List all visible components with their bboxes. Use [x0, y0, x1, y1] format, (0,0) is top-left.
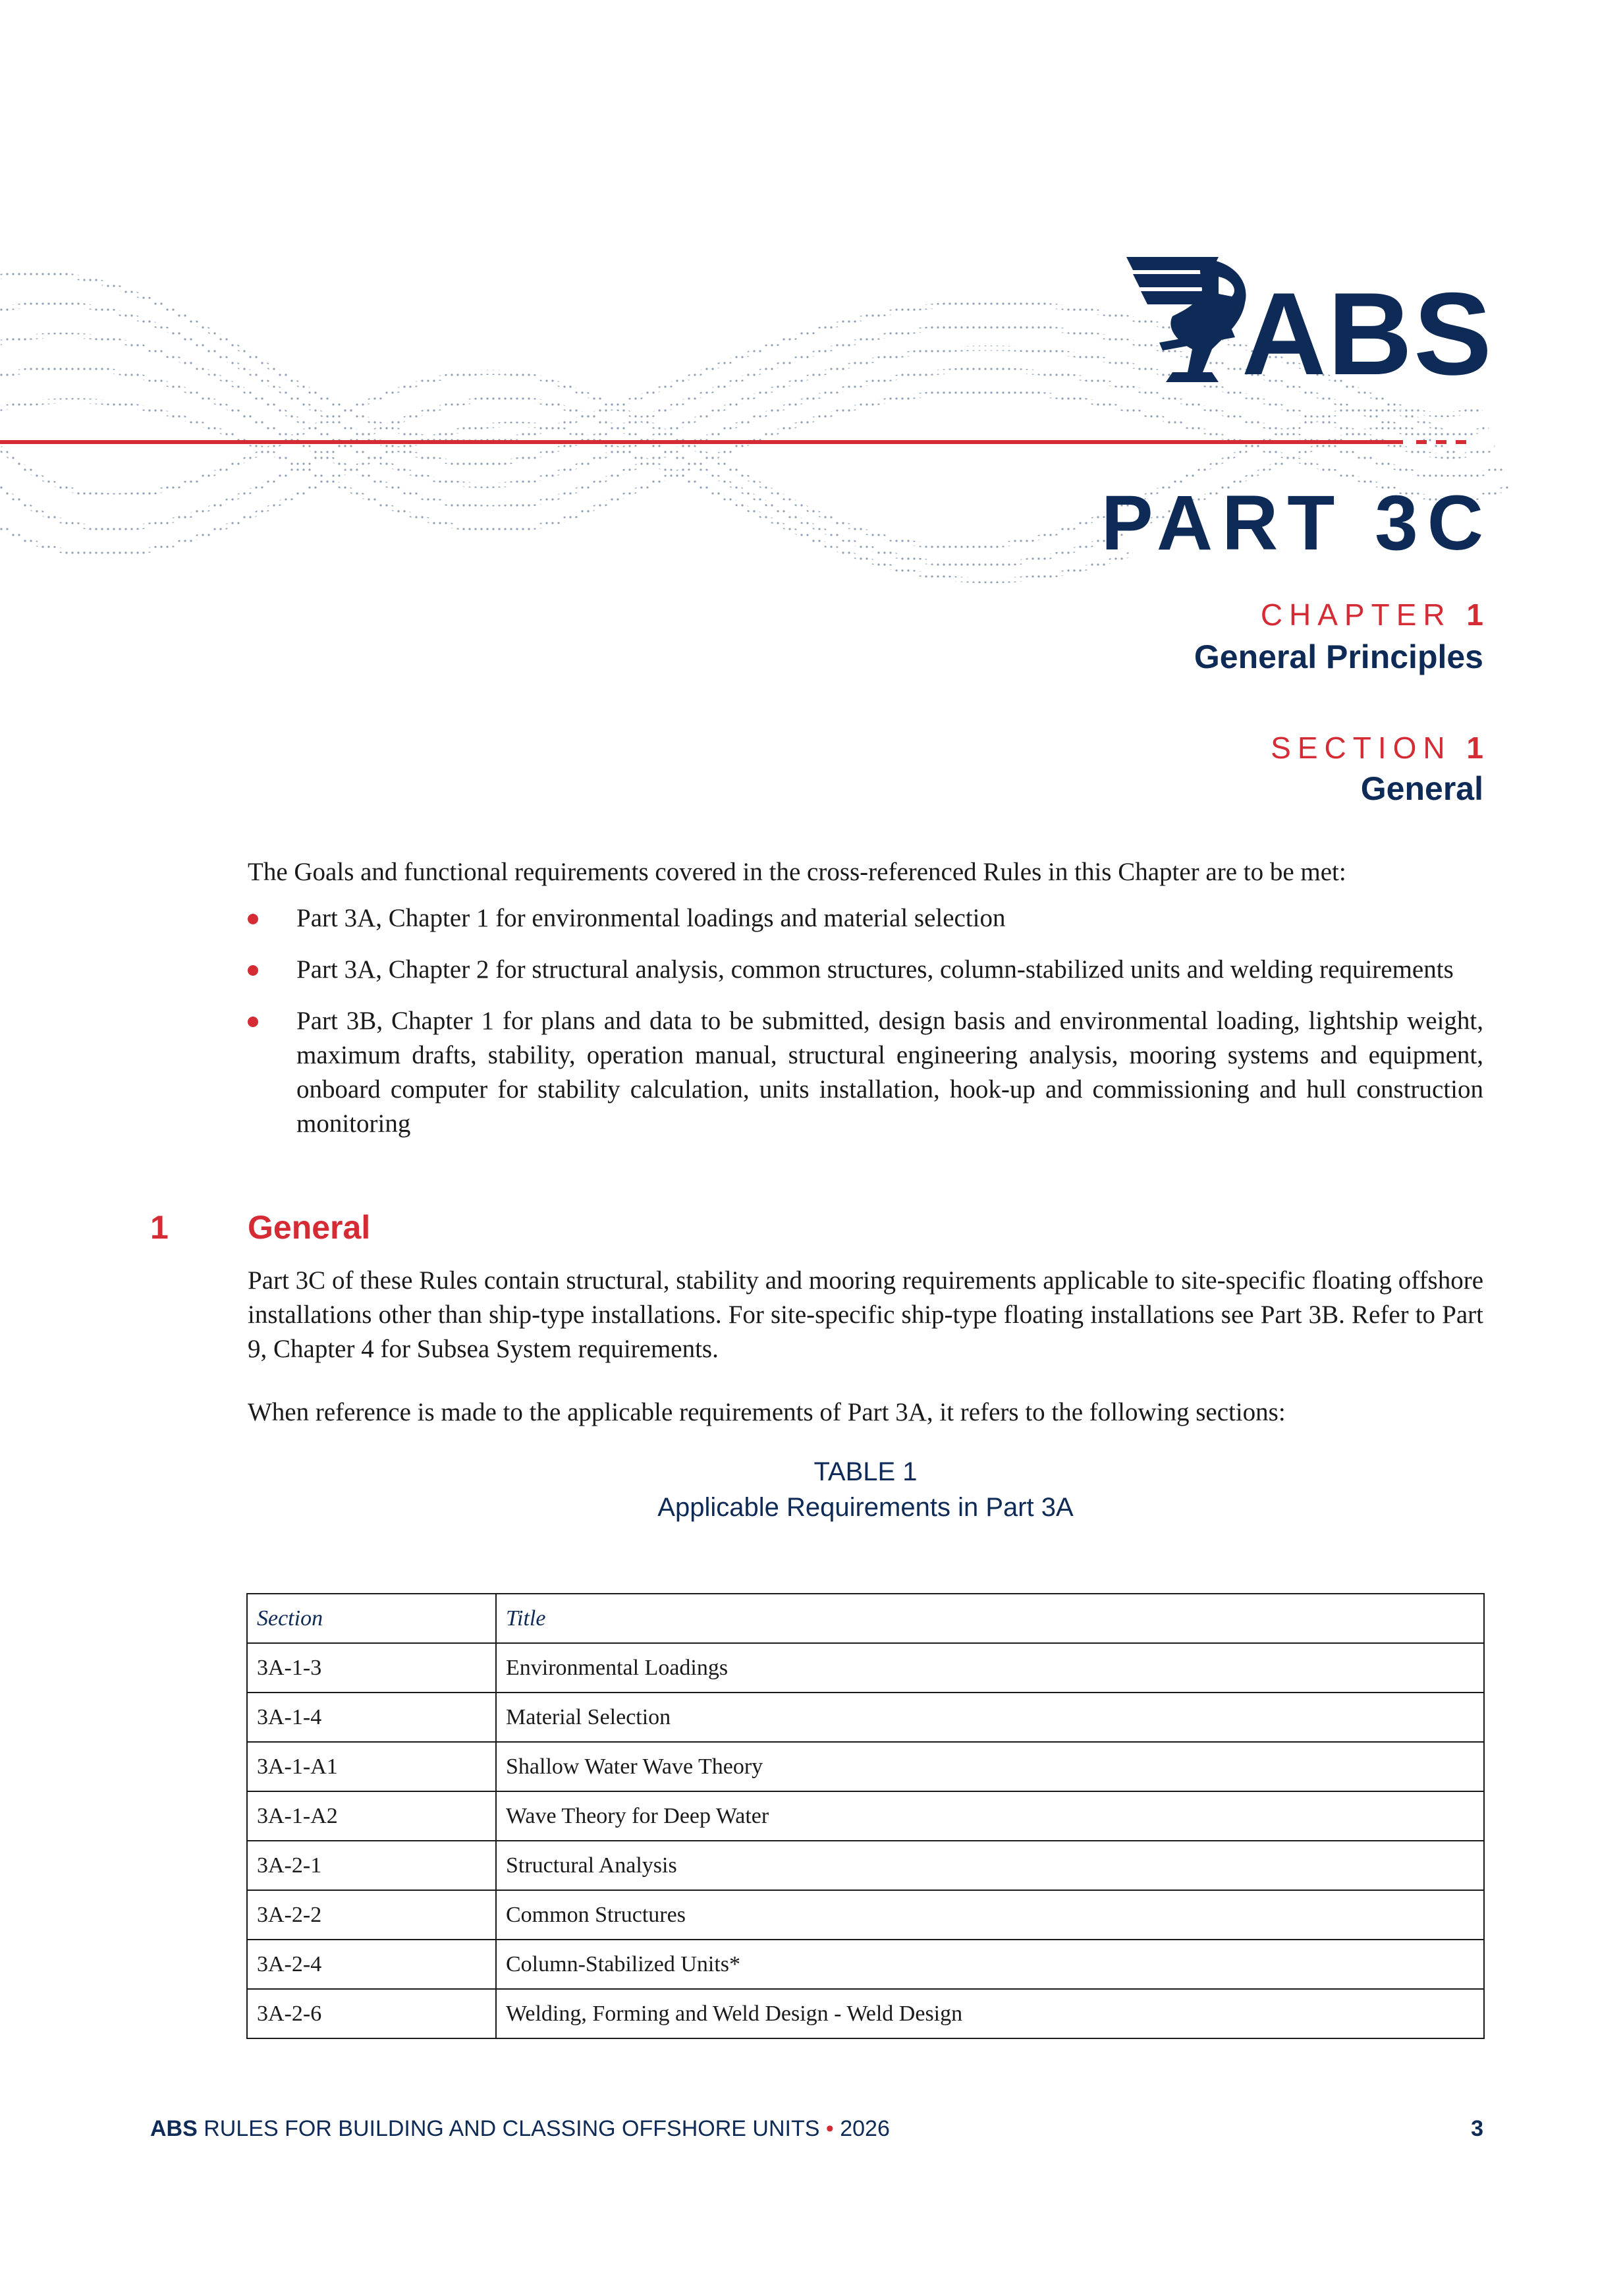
- header-red-dashes: [1416, 440, 1475, 452]
- header-red-rule: [0, 440, 1403, 444]
- section-number: 1: [1466, 731, 1483, 765]
- cell-section: 3A-2-2: [247, 1890, 496, 1940]
- list-item: Part 3B, Chapter 1 for plans and data to be submitted, design basis and environmental loading, lightship weight, maximum drafts, stability, operation manual, structural engineering analysis, mooring systems and equipment, onboard computer for stability calculation, units installation, hook-up and commissioning and hull construction monitoring: [248, 1004, 1483, 1141]
- chapter-kicker: [1261, 600, 1483, 630]
- table-header-row: [247, 1594, 1484, 1643]
- section-paragraph-1: Part 3C of these Rules contain structural, stability and mooring requirements applicable to site-specific floating offshore installations other than ship-type installations. For site-specific ship-type floating installations see Part 3B. Refer to Part 9, Chapter 4 for Subsea System requirements.: [248, 1266, 1483, 1363]
- page-footer: [150, 2117, 1483, 2140]
- footer-brand: ABS: [150, 2116, 198, 2141]
- list-item: Part 3A, Chapter 1 for environmental loadings and material selection: [248, 901, 1483, 936]
- table-row: [247, 1643, 1484, 1693]
- cell-section: 3A-1-A2: [247, 1791, 496, 1841]
- bullet-icon: [248, 914, 258, 924]
- page-number: 3: [1471, 2116, 1483, 2141]
- section-paragraph-2: When reference is made to the applicable requirements of Part 3A, it refers to the following sections:: [248, 1398, 1286, 1426]
- goals-bullet-list: [248, 901, 1483, 1158]
- footer-title: RULES FOR BUILDING AND CLASSING OFFSHORE UNITS: [204, 2116, 820, 2141]
- cell-title: Wave Theory for Deep Water: [496, 1791, 1484, 1841]
- requirements-table: [246, 1593, 1485, 2039]
- footer-separator: •: [825, 2116, 834, 2141]
- intro-paragraph: The Goals and functional requirements covered in the cross-referenced Rules in this Chapter are to be met:: [248, 858, 1346, 886]
- cell-section: 3A-2-6: [247, 1989, 496, 2038]
- cell-section: 3A-1-4: [247, 1693, 496, 1742]
- heading-number: 1: [150, 1209, 169, 1246]
- bullet-icon: [248, 965, 258, 976]
- cell-title: Shallow Water Wave Theory: [496, 1742, 1484, 1791]
- cell-title: Column-Stabilized Units*: [496, 1940, 1484, 1989]
- table-row: [247, 1841, 1484, 1890]
- chapter-title: General Principles: [1194, 638, 1483, 675]
- table-row: [247, 1940, 1484, 1989]
- table-row: [247, 1742, 1484, 1791]
- cell-section: 3A-2-1: [247, 1841, 496, 1890]
- abs-logo-text: ABS: [1242, 268, 1493, 399]
- part-title: PART 3C: [1101, 480, 1493, 567]
- cell-title: Material Selection: [496, 1693, 1484, 1742]
- section-title: General: [1360, 770, 1483, 807]
- table-row: [247, 1890, 1484, 1940]
- bullet-icon: [248, 1017, 258, 1027]
- table-label: TABLE 1: [813, 1457, 918, 1486]
- cell-section: 3A-2-4: [247, 1940, 496, 1989]
- cell-section: 3A-1-A1: [247, 1742, 496, 1791]
- column-header-title: Title: [496, 1594, 1484, 1643]
- cell-title: Common Structures: [496, 1890, 1484, 1940]
- chapter-label: CHAPTER: [1260, 598, 1452, 632]
- table-row: [247, 1989, 1484, 2038]
- cell-title: Welding, Forming and Weld Design - Weld Design: [496, 1989, 1484, 2038]
- section-label: SECTION: [1271, 731, 1452, 765]
- cell-title: Structural Analysis: [496, 1841, 1484, 1890]
- heading-title: General: [248, 1209, 371, 1246]
- cell-title: Environmental Loadings: [496, 1643, 1484, 1693]
- list-item: Part 3A, Chapter 2 for structural analysis, common structures, column-stabilized units and welding requirements: [248, 953, 1483, 987]
- column-header-section: Section: [247, 1594, 496, 1643]
- table-title: Applicable Requirements in Part 3A: [657, 1493, 1074, 1522]
- section-kicker: [1271, 733, 1483, 763]
- footer-year: 2026: [840, 2116, 890, 2141]
- chapter-number: 1: [1466, 598, 1483, 632]
- table-row: [247, 1693, 1484, 1742]
- cell-section: 3A-1-3: [247, 1643, 496, 1693]
- table-row: [247, 1791, 1484, 1841]
